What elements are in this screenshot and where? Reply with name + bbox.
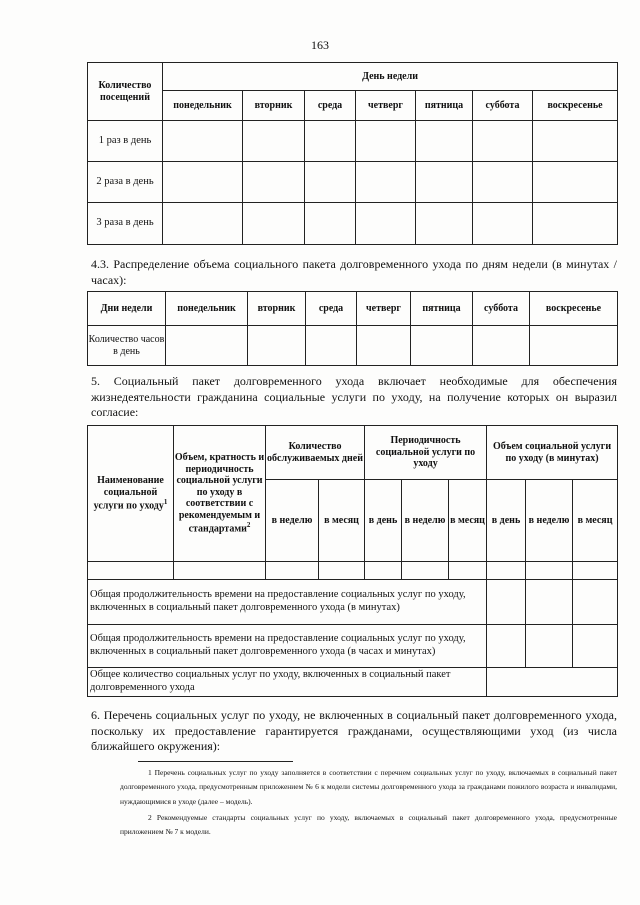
service-name-header: Наименование социальной услуги по уходу$^1$: [88, 426, 174, 562]
table-row: [88, 326, 618, 366]
empty-cell[interactable]: [88, 562, 174, 580]
row-label: 1 раз в день: [88, 121, 163, 162]
empty-cell[interactable]: [243, 162, 305, 203]
service-days-header: Количество обслуживаемых дней: [266, 426, 365, 480]
sub-header-month: в месяц: [573, 480, 618, 562]
day-header: четверг: [356, 91, 416, 121]
footnote-2: 2 Рекомендуемые стандарты социальных услуг по уходу, включаемых в социальный пакет долговременного ухода, предусмотренные приложением № 7 к модели.: [120, 813, 617, 837]
empty-cell[interactable]: [402, 562, 449, 580]
day-of-week-header: День недели: [163, 63, 618, 91]
empty-cell[interactable]: [243, 203, 305, 245]
sub-header-month: в месяц: [449, 480, 487, 562]
visits-count-header: Количество посещений: [88, 63, 163, 121]
empty-cell[interactable]: [487, 562, 526, 580]
empty-cell[interactable]: [163, 162, 243, 203]
empty-cell[interactable]: [365, 562, 402, 580]
empty-cell[interactable]: [243, 121, 305, 162]
empty-cell[interactable]: [416, 203, 473, 245]
empty-cell[interactable]: [533, 162, 618, 203]
page-number: 163: [311, 38, 329, 52]
day-header: среда: [305, 91, 356, 121]
day-header: пятница: [416, 91, 473, 121]
empty-cell[interactable]: [573, 580, 618, 625]
volume-minutes-header: Объем социальной услуги по уходу (в минутах): [487, 426, 618, 480]
row-label: 2 раза в день: [88, 162, 163, 203]
day-header: суббота: [473, 91, 533, 121]
day-header: воскресенье: [530, 292, 618, 326]
days-of-week-header: Дни недели: [88, 292, 166, 326]
empty-cell[interactable]: [416, 162, 473, 203]
sub-header-day: в день: [365, 480, 402, 562]
empty-cell[interactable]: [473, 326, 530, 366]
empty-cell[interactable]: [356, 203, 416, 245]
empty-cell[interactable]: [573, 625, 618, 668]
table-row: [88, 121, 618, 162]
empty-cell[interactable]: [411, 326, 473, 366]
day-header: вторник: [243, 91, 305, 121]
section-5-text: 5. Социальный пакет долговременного ухода включает необходимые для обеспечения жизнедеятельности гражданина социальные услуги по уходу, на получение которых он выразил согласие:: [91, 374, 617, 420]
empty-cell[interactable]: [356, 162, 416, 203]
day-header: суббота: [473, 292, 530, 326]
empty-cell[interactable]: [473, 121, 533, 162]
section-4-3-text: 4.3. Распределение объема социального пакета долговременного ухода по дням недели (в минутах / часах):: [91, 257, 617, 287]
empty-cell[interactable]: [526, 580, 573, 625]
empty-cell[interactable]: [166, 326, 248, 366]
sub-header-week: в неделю: [402, 480, 449, 562]
empty-cell[interactable]: [357, 326, 411, 366]
empty-cell[interactable]: [526, 562, 573, 580]
empty-cell[interactable]: [305, 121, 356, 162]
empty-cell[interactable]: [573, 562, 618, 580]
day-header: понедельник: [163, 91, 243, 121]
empty-cell[interactable]: [487, 668, 618, 697]
empty-cell[interactable]: [174, 562, 266, 580]
footnote-1: 1 Перечень социальных услуг по уходу заполняется в соответствии с перечнем социальных услуг по уходу, включаемых в социальный пакет долговременного ухода, предусмотренным приложением № 6 к модели системы долговременного ухода за гражданами пожилого возраста и инвалидами, нуждающимися в уходе (далее – модель).: [120, 768, 617, 806]
empty-cell[interactable]: [533, 203, 618, 245]
day-header: вторник: [248, 292, 306, 326]
empty-cell[interactable]: [473, 203, 533, 245]
row-label: 3 раза в день: [88, 203, 163, 245]
empty-cell[interactable]: [163, 121, 243, 162]
day-header: воскресенье: [533, 91, 618, 121]
day-header: четверг: [357, 292, 411, 326]
empty-cell[interactable]: [416, 121, 473, 162]
table-row: [88, 562, 618, 580]
sub-header-week: в неделю: [266, 480, 319, 562]
empty-cell[interactable]: [487, 625, 526, 668]
day-header: среда: [306, 292, 357, 326]
sub-header-day: в день: [487, 480, 526, 562]
empty-cell[interactable]: [163, 203, 243, 245]
total-minutes-label: Общая продолжительность времени на предоставление социальных услуг по уходу, включенных в социальный пакет долговременного ухода (в минутах): [88, 580, 487, 625]
empty-cell[interactable]: [473, 162, 533, 203]
table-row: [88, 162, 618, 203]
distribution-table: [87, 291, 618, 366]
empty-cell[interactable]: [530, 326, 618, 366]
empty-cell[interactable]: [305, 162, 356, 203]
sub-header-month: в месяц: [319, 480, 365, 562]
footnote-divider: [138, 761, 293, 762]
row-label: Количество часов в день: [88, 326, 166, 366]
empty-cell[interactable]: [356, 121, 416, 162]
empty-cell[interactable]: [305, 203, 356, 245]
sub-header-week: в неделю: [526, 480, 573, 562]
total-hours-label: Общая продолжительность времени на предоставление социальных услуг по уходу, включенных в социальный пакет долговременного ухода (в часах и минутах): [88, 625, 487, 668]
empty-cell[interactable]: [319, 562, 365, 580]
empty-cell[interactable]: [248, 326, 306, 366]
total-count-label: Общее количество социальных услуг по уходу, включенных в социальный пакет долговременного ухода: [88, 668, 487, 697]
section-6-text: 6. Перечень социальных услуг по уходу, не включенных в социальный пакет долговременного ухода, поскольку их предоставление гарантируется гражданами, осуществляющими уход (из числа ближайшего окружения):: [91, 708, 617, 754]
empty-cell[interactable]: [449, 562, 487, 580]
empty-cell[interactable]: [266, 562, 319, 580]
table-row: [88, 625, 618, 668]
periodicity-header: Периодичность социальной услуги по уходу: [365, 426, 487, 480]
empty-cell[interactable]: [533, 121, 618, 162]
volume-header: Объем, кратность и периодичность социальной услуги по уходу в соответствии с рекомендуемым и стандартами$^2$: [174, 426, 266, 562]
services-table: [87, 425, 618, 697]
day-header: пятница: [411, 292, 473, 326]
empty-cell[interactable]: [487, 580, 526, 625]
visits-table: [87, 62, 618, 245]
table-row: [88, 580, 618, 625]
empty-cell[interactable]: [526, 625, 573, 668]
day-header: понедельник: [166, 292, 248, 326]
empty-cell[interactable]: [306, 326, 357, 366]
table-row: [88, 203, 618, 245]
table-row: [88, 668, 618, 697]
